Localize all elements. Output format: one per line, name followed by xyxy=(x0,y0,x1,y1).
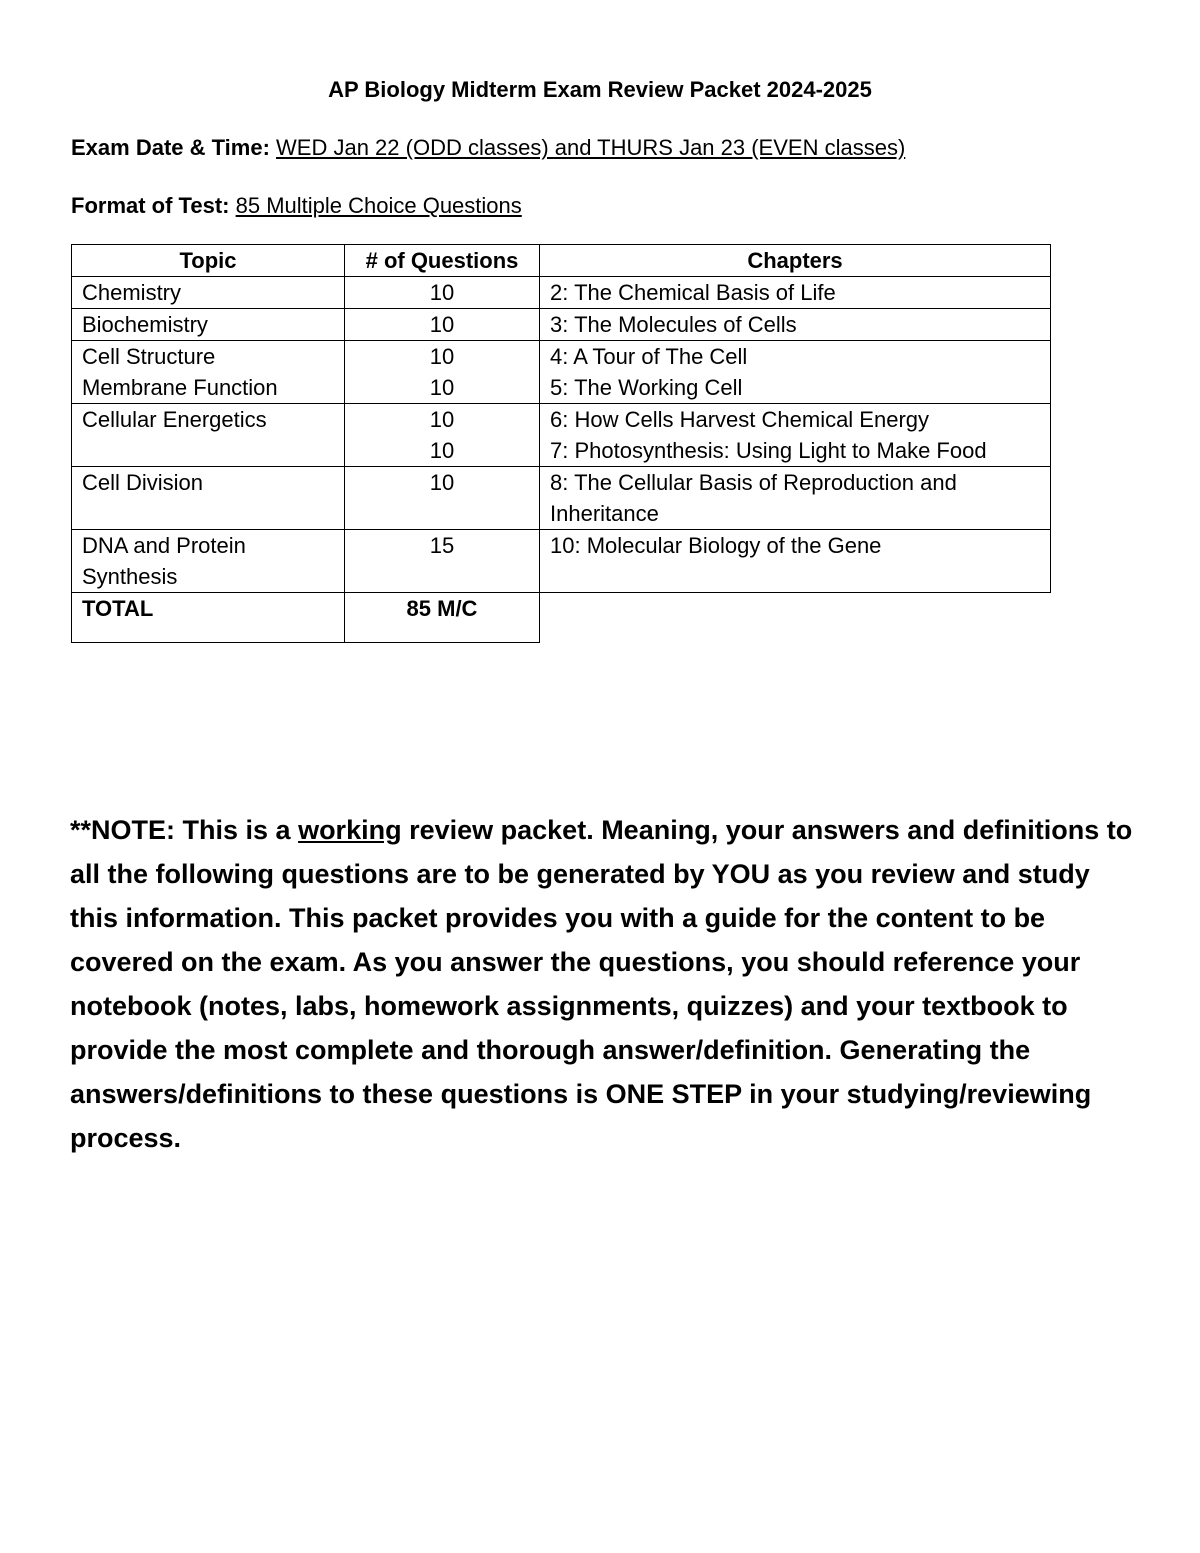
note-prefix: **NOTE: This is a xyxy=(70,815,299,845)
questions-line: 10 xyxy=(429,407,455,432)
questions-line: 10 xyxy=(429,312,455,337)
questions-line: 10 xyxy=(429,470,455,495)
chapter-line: 7: Photosynthesis: Using Light to Make Food xyxy=(550,438,987,463)
header-chapters: Chapters xyxy=(540,245,1051,277)
chapter-line: 6: How Cells Harvest Chemical Energy xyxy=(550,407,930,432)
table-row xyxy=(72,404,1051,467)
topic-line: Membrane Function xyxy=(82,375,278,400)
header-questions: # of Questions xyxy=(345,245,540,277)
empty-cell xyxy=(540,593,1051,643)
topics-table xyxy=(71,244,1051,643)
topic-cell xyxy=(72,530,345,593)
test-format-label: Format of Test: xyxy=(71,193,230,218)
chapters-cell xyxy=(540,309,1051,341)
chapters-cell xyxy=(540,530,1051,593)
topic-line: Synthesis xyxy=(82,564,178,589)
total-label: TOTAL xyxy=(72,593,345,643)
exam-date-line xyxy=(71,133,905,163)
table-row xyxy=(72,341,1051,404)
header-topic: Topic xyxy=(72,245,345,277)
questions-cell xyxy=(345,404,540,467)
test-format-value: 85 Multiple Choice Questions xyxy=(235,193,522,218)
chapters-cell xyxy=(540,341,1051,404)
total-row xyxy=(72,593,1051,643)
chapters-cell xyxy=(540,277,1051,309)
table-row xyxy=(72,467,1051,530)
topic-cell xyxy=(72,467,345,530)
note-paragraph xyxy=(70,808,1140,1160)
chapter-line: Inheritance xyxy=(550,501,659,526)
topic-cell xyxy=(72,309,345,341)
questions-cell xyxy=(345,530,540,593)
chapter-line: 5: The Working Cell xyxy=(550,375,743,400)
topic-line: DNA and Protein xyxy=(82,533,246,558)
chapters-cell xyxy=(540,467,1051,530)
exam-date-value: WED Jan 22 (ODD classes) and THURS Jan 23 (EVEN classes) xyxy=(276,135,906,160)
chapter-line: 3: The Molecules of Cells xyxy=(550,312,797,337)
table-row xyxy=(72,277,1051,309)
note-underlined-word: working xyxy=(298,815,402,845)
chapter-line: 2: The Chemical Basis of Life xyxy=(550,280,836,305)
topic-cell xyxy=(72,341,345,404)
note-text: review packet. Meaning, your answers and definitions to all the following questions are to be generated by YOU as you review and study this information. This packet provides you with a guide for the content to be covered on the exam. As you answer the questions, you should reference your notebook (notes, labs, homework assignments, quizzes) and your textbook to provide the most complete and thorough answer/definition. Generating the answers/definitions to these questions is ONE STEP in your studying/reviewing process. xyxy=(70,815,1133,1153)
questions-line: 10 xyxy=(429,280,455,305)
chapter-line: 10: Molecular Biology of the Gene xyxy=(550,533,882,558)
questions-line: 15 xyxy=(429,533,455,558)
chapters-cell xyxy=(540,404,1051,467)
questions-line: 10 xyxy=(429,438,455,463)
topic-cell xyxy=(72,277,345,309)
topic-line: Cell Structure xyxy=(82,344,216,369)
chapter-line: 8: The Cellular Basis of Reproduction and xyxy=(550,470,957,495)
questions-cell xyxy=(345,309,540,341)
topic-line: Cell Division xyxy=(82,470,204,495)
questions-line: 10 xyxy=(429,375,455,400)
topic-line: Chemistry xyxy=(82,280,182,305)
questions-cell xyxy=(345,277,540,309)
page-title: AP Biology Midterm Exam Review Packet 2024-2025 xyxy=(328,77,872,102)
chapter-line: 4: A Tour of The Cell xyxy=(550,344,748,369)
questions-line: 10 xyxy=(429,344,455,369)
questions-cell xyxy=(345,341,540,404)
exam-date-label: Exam Date & Time: xyxy=(71,135,270,160)
table-row xyxy=(72,309,1051,341)
topic-line: Cellular Energetics xyxy=(82,407,267,432)
test-format-line xyxy=(71,191,522,221)
topic-line: Biochemistry xyxy=(82,312,208,337)
topic-cell xyxy=(72,404,345,467)
questions-cell xyxy=(345,467,540,530)
total-value: 85 M/C xyxy=(345,593,540,643)
table-row xyxy=(72,530,1051,593)
table-header-row xyxy=(72,245,1051,277)
